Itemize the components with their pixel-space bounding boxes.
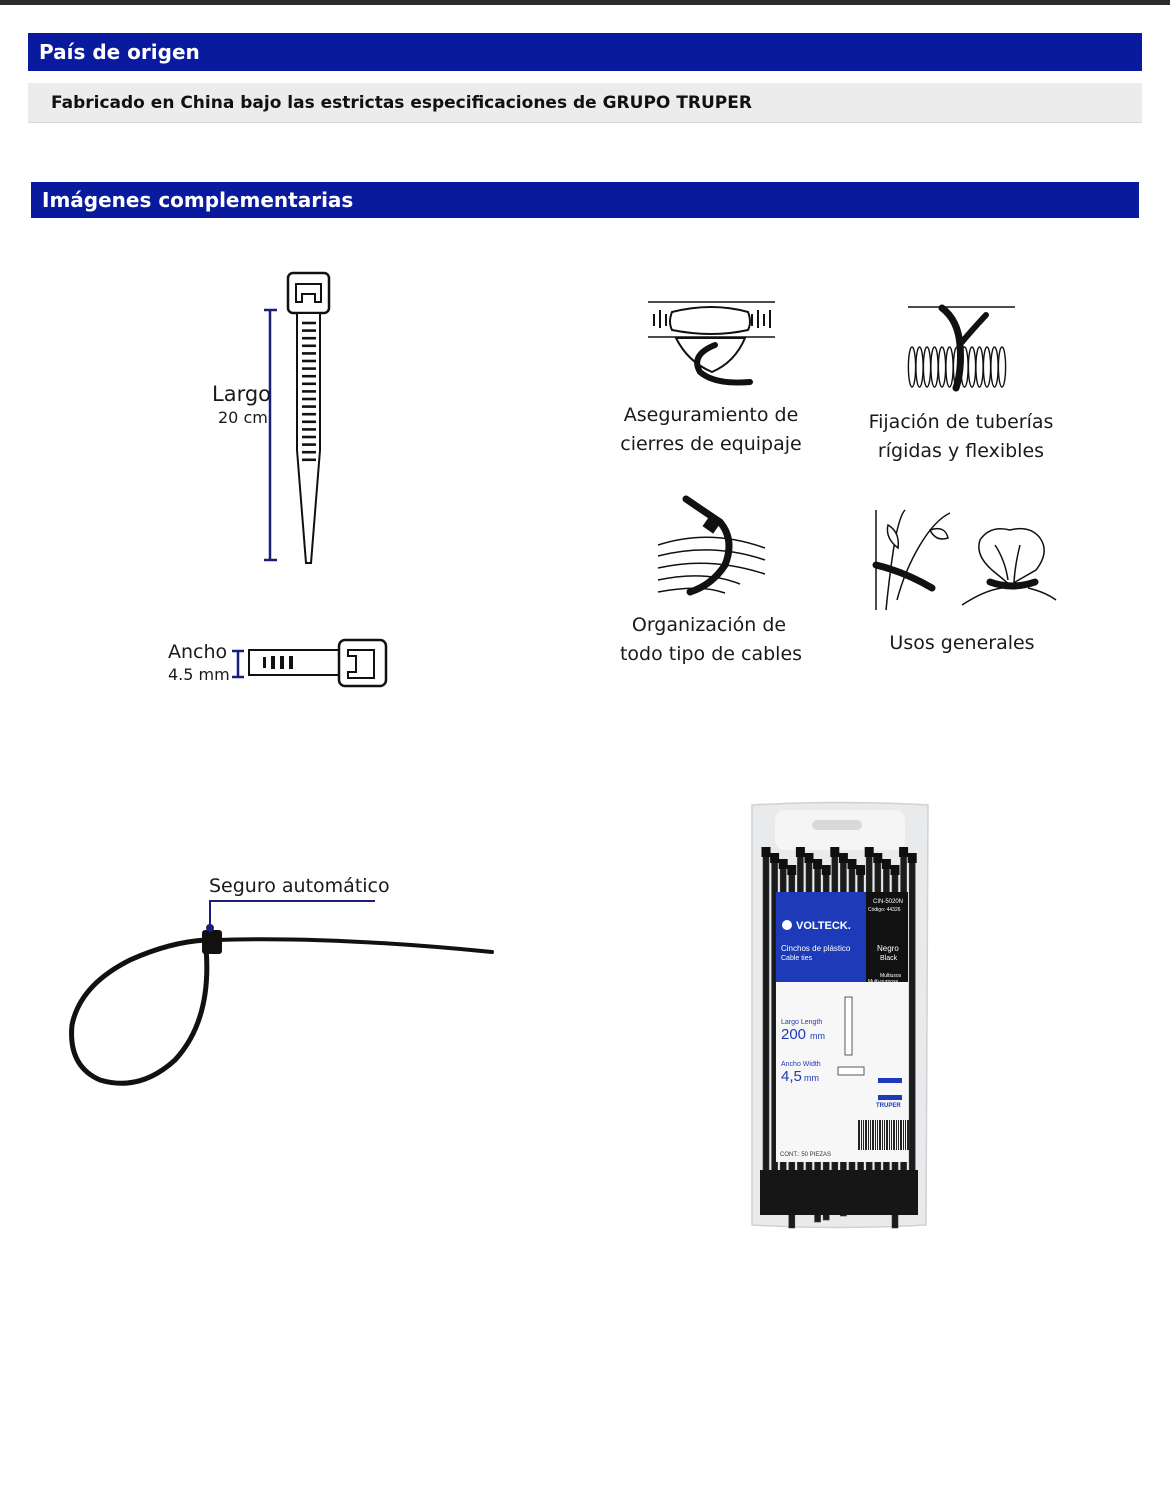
length-value: 20 cm (218, 408, 268, 427)
package-length-unit: mm (810, 1031, 825, 1041)
use-cables (620, 499, 802, 665)
package-color-es: Negro (877, 944, 899, 953)
package-title-es: Cinchos de plástico (781, 944, 851, 953)
package-width-unit: mm (804, 1073, 819, 1083)
volteck-logo-icon (782, 920, 792, 930)
images-section-title: Imágenes complementarias (42, 188, 354, 212)
auto-lock-label: Seguro automático (209, 875, 390, 897)
use-general (876, 510, 1056, 654)
use-luggage (620, 302, 801, 455)
leaf-icon (930, 529, 948, 539)
bag-icon (979, 529, 1044, 585)
zipper-slider-icon (670, 307, 750, 334)
width-value: 4.5 mm (168, 665, 230, 684)
tie-tail-icon (216, 939, 492, 952)
use-luggage-caption-1: Aseguramiento de (623, 404, 799, 426)
package-brand: VOLTECK. (796, 920, 851, 932)
use-pipes-caption-1: Fijación de tuberías (868, 411, 1054, 433)
tie-loop-icon (72, 940, 207, 1083)
use-general-caption: Usos generales (889, 632, 1035, 654)
tie-strap-horizontal-icon (249, 650, 340, 675)
package-tie-diagram-icon (845, 997, 852, 1055)
cable-tie-width-diagram (168, 640, 386, 686)
cable-tie-length-diagram (212, 273, 329, 563)
use-cables-caption-2: todo tipo de cables (619, 643, 803, 665)
use-cables-caption-1: Organización de (631, 614, 787, 636)
package-contents: CONT.: 50 PIEZAS (780, 1152, 832, 1158)
package-truper-logo: TRUPER (876, 1103, 901, 1109)
package-width-value: 4,5 (781, 1068, 802, 1085)
package-code: CIN-5020N (873, 899, 904, 905)
package-code-line: Código: 44326 (868, 907, 901, 913)
width-label: Ancho (168, 641, 228, 663)
origin-text: Fabricado en China bajo las estrictas especificaciones de GRUPO TRUPER (51, 92, 752, 113)
package-use-en: Multi-purpose (868, 979, 899, 985)
product-package-image (752, 803, 928, 1229)
auto-lock-diagram (72, 875, 492, 1083)
package-use-es: Multiusos (880, 973, 902, 979)
tie-head-horizontal-icon (339, 640, 386, 686)
lock-leader-line (210, 901, 375, 928)
plant-tie-icon (876, 565, 932, 588)
auto-lock-head-icon (202, 930, 222, 954)
package-width-label: Ancho Width (781, 1061, 821, 1068)
zipper-pull-icon (676, 338, 745, 372)
use-pipes (869, 307, 1054, 462)
package-length-value: 200 (781, 1026, 807, 1043)
length-label: Largo (212, 382, 272, 406)
bag-tie-icon (990, 582, 1035, 586)
use-pipes-caption-2: rígidas y flexibles (877, 440, 1045, 462)
origin-section-title: País de origen (39, 40, 200, 64)
use-luggage-caption-2: cierres de equipaje (620, 433, 802, 455)
package-title-en: Cable ties (781, 955, 813, 962)
package-color-en: Black (880, 955, 898, 962)
package-length-label: Largo Length (781, 1019, 823, 1026)
hang-hole-icon (812, 820, 862, 830)
